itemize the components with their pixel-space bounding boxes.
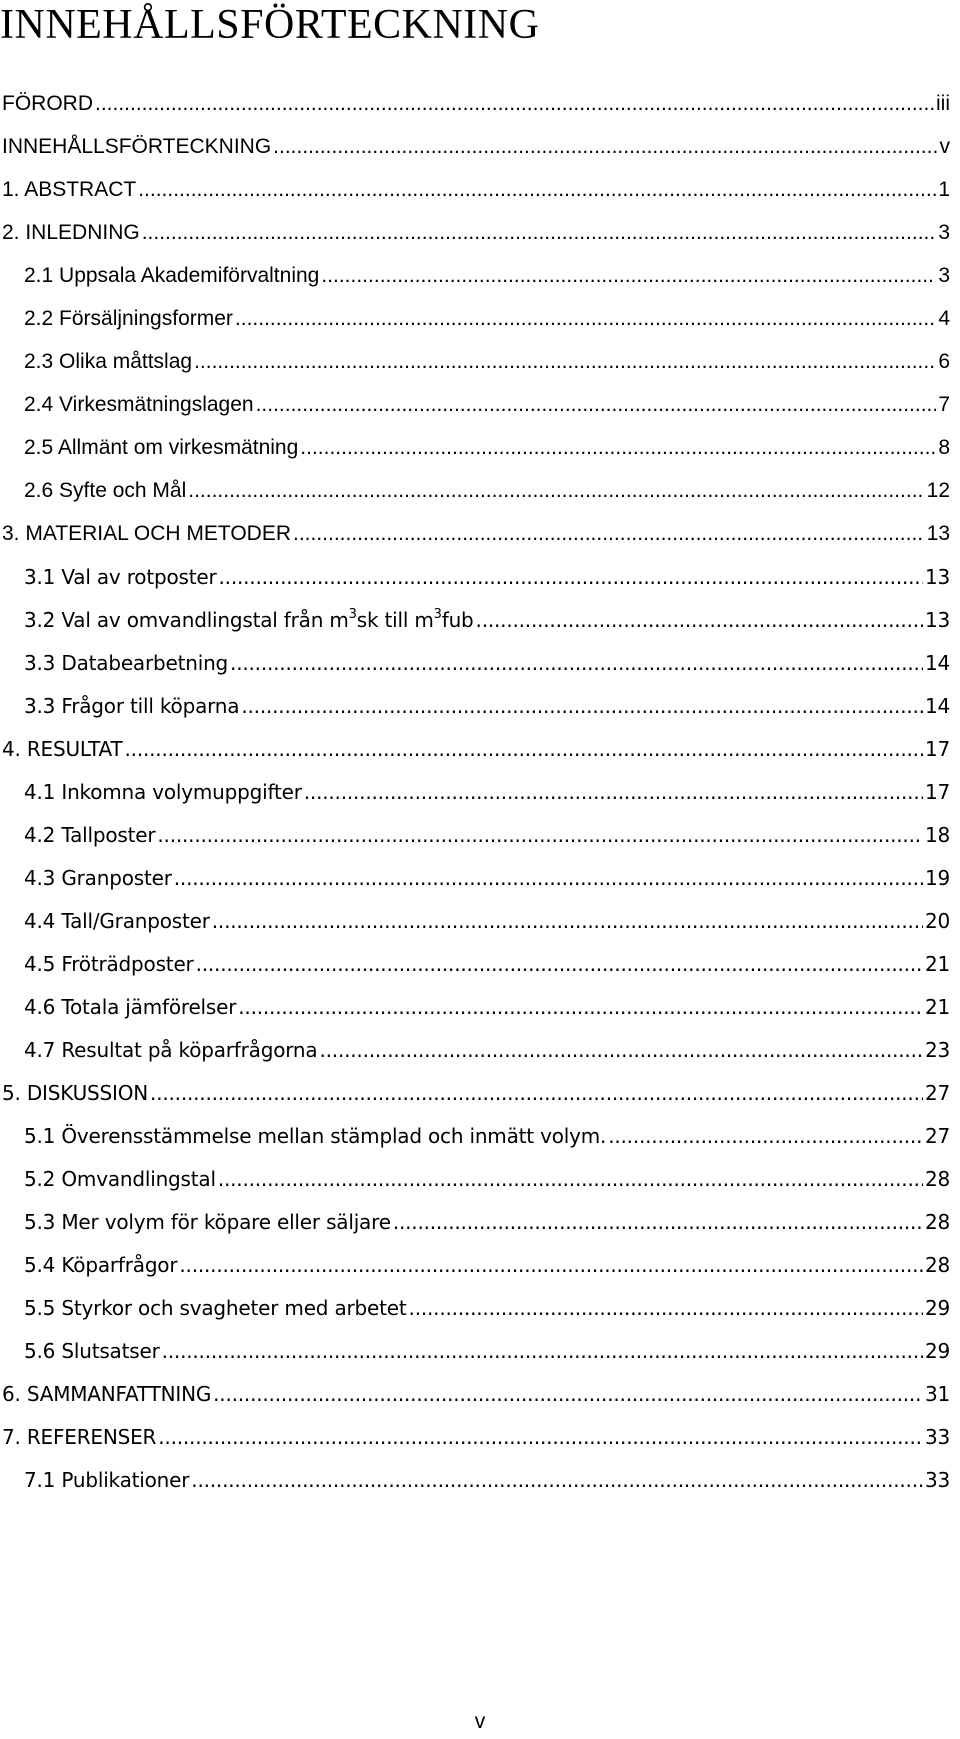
toc-entry-page: 3 [938, 264, 950, 287]
toc-entry[interactable] [24, 646, 950, 680]
toc-entry-label: 3.3 Databearbetning [24, 651, 229, 675]
toc-entry[interactable] [24, 388, 950, 422]
toc-entry-label: 3. MATERIAL OCH METODER [2, 522, 291, 545]
toc-leader [321, 259, 936, 293]
toc-entry[interactable] [24, 1248, 950, 1282]
toc-entry-label: 3.2 Val av omvandlingstal från $m^3sk$ till $m^3fub$ [24, 607, 474, 632]
toc-entry-page: 27 [924, 1081, 950, 1105]
toc-entry-page: 6 [938, 350, 950, 373]
toc-entry-page: 33 [924, 1425, 950, 1449]
toc-entry-page: 29 [924, 1296, 950, 1320]
toc-entry-page: 31 [924, 1382, 950, 1406]
toc-entry[interactable] [2, 1420, 950, 1454]
toc-leader [142, 216, 937, 250]
toc-leader [304, 775, 923, 809]
toc-entry-label: 4.4 Tall/Granposter [24, 909, 210, 933]
toc-leader [125, 732, 923, 766]
toc-entry[interactable] [24, 689, 950, 723]
toc-entry-label: 1. ABSTRACT [2, 178, 137, 201]
toc-entry-page: 21 [924, 952, 950, 976]
toc-entry[interactable] [24, 259, 950, 293]
toc-entry[interactable] [24, 990, 950, 1024]
toc-entry[interactable] [24, 861, 950, 895]
toc-leader [608, 1119, 923, 1153]
toc-entry-label: 5.6 Slutsatser [24, 1339, 160, 1363]
toc-entry-label: 3.1 Val av rotposter [24, 565, 217, 589]
toc-entry-label: 7. REFERENSER [2, 1425, 157, 1449]
toc-leader [179, 1248, 923, 1282]
toc-entry-page: 28 [924, 1253, 950, 1277]
toc-leader [476, 603, 923, 637]
toc-entry-label: 4.7 Resultat på köparfrågorna [24, 1038, 318, 1062]
toc-leader [194, 345, 936, 379]
toc-entry-label: 6. SAMMANFATTNING [2, 1382, 212, 1406]
toc-entry[interactable] [24, 1205, 950, 1239]
toc-entry-label: 4.6 Totala jämförelser [24, 995, 237, 1019]
toc-entry-label: 2.3 Olika måttslag [24, 350, 193, 373]
toc-entry-page: 33 [924, 1468, 950, 1492]
toc-entry-page: 17 [924, 737, 950, 761]
page-title: INNEHÅLLSFÖRTECKNING [0, 2, 540, 48]
toc-entry-label: 5.3 Mer volym för köpare eller säljare [24, 1210, 391, 1234]
toc-entry-page: 14 [924, 694, 950, 718]
toc-entry-label: 4. RESULTAT [2, 737, 123, 761]
toc-entry-page: 28 [924, 1167, 950, 1191]
toc-entry-page: 19 [924, 866, 950, 890]
toc-entry[interactable] [24, 1162, 950, 1196]
page-number-footer: v [474, 1710, 486, 1733]
toc-leader [300, 431, 936, 465]
toc-leader [157, 818, 923, 852]
toc-entry-label: 4.5 Fröträdposter [24, 952, 194, 976]
toc-leader [95, 87, 934, 121]
toc-entry-page: 13 [926, 522, 950, 545]
toc-entry[interactable] [24, 904, 950, 938]
toc-entry-page: 28 [924, 1210, 950, 1234]
toc-entry[interactable] [2, 732, 950, 766]
toc-entry-page: 18 [924, 823, 950, 847]
toc-entry-page: 17 [924, 780, 950, 804]
toc-entry[interactable] [24, 1119, 950, 1153]
toc-entry-page: 12 [926, 479, 950, 502]
toc-entry-label: 4.2 Tallposter [24, 823, 156, 847]
toc-entry[interactable] [2, 1377, 950, 1411]
toc-entry[interactable] [24, 431, 950, 465]
toc-entry[interactable] [2, 216, 950, 250]
toc-entry-label: 4.3 Granposter [24, 866, 172, 890]
toc-entry-label: 2.5 Allmänt om virkesmätning [24, 436, 299, 459]
toc-entry-label: 3.3 Frågor till köparna [24, 694, 240, 718]
toc-leader [256, 388, 937, 422]
toc-entry-label: 2.6 Syfte och Mål [24, 479, 187, 502]
toc-leader [213, 1377, 923, 1411]
toc-entry-label: 2. INLEDNING [2, 221, 140, 244]
toc-entry-label: 7.1 Publikationer [24, 1468, 190, 1492]
toc-entry[interactable] [2, 517, 950, 551]
toc-leader [158, 1420, 923, 1454]
toc-entry[interactable] [24, 818, 950, 852]
toc-leader [238, 990, 923, 1024]
toc-entry[interactable] [24, 560, 950, 594]
toc-entry-page: 7 [938, 393, 950, 416]
toc-entry-label: 2.4 Virkesmätningslagen [24, 393, 254, 416]
toc-leader [174, 861, 923, 895]
toc-entry[interactable] [2, 130, 950, 164]
toc-leader [196, 947, 923, 981]
toc-entry-label: 2.2 Försäljningsformer [24, 307, 233, 330]
toc-entry[interactable] [24, 947, 950, 981]
toc-entry-page: 1 [938, 178, 950, 201]
toc-entry-page: 29 [924, 1339, 950, 1363]
toc-leader [319, 1033, 922, 1067]
toc-entry[interactable] [24, 474, 950, 508]
toc-entry-page: 8 [938, 436, 950, 459]
toc-leader [138, 173, 936, 207]
toc-entry-page: 23 [924, 1038, 950, 1062]
toc-entry-page: 13 [924, 608, 950, 632]
toc-entry-label: INNEHÅLLSFÖRTECKNING [2, 135, 272, 158]
toc-entry-page: 20 [924, 909, 950, 933]
toc-leader [273, 130, 937, 164]
toc-leader [235, 302, 936, 336]
toc-entry-page: iii [936, 92, 950, 115]
toc-leader [212, 904, 923, 938]
toc-leader [150, 1076, 923, 1110]
toc-leader [230, 646, 923, 680]
toc-leader [162, 1334, 923, 1368]
toc-leader [191, 1463, 923, 1497]
toc-entry-label: 4.1 Inkomna volymuppgifter [24, 780, 302, 804]
toc-leader [293, 517, 925, 551]
toc-entry-page: 13 [924, 565, 950, 589]
toc-entry[interactable] [24, 1291, 950, 1325]
toc-entry[interactable] [2, 173, 950, 207]
toc-leader [409, 1291, 923, 1325]
toc-entry-label: 5.4 Köparfrågor [24, 1253, 178, 1277]
toc-entry[interactable] [24, 1334, 950, 1368]
toc-entry-page: 4 [938, 307, 950, 330]
toc-entry-page: 27 [924, 1124, 950, 1148]
toc-entry[interactable] [24, 775, 950, 809]
toc-entry-label: 5.2 Omvandlingstal [24, 1167, 216, 1191]
toc-entry-label: 5.1 Överensstämmelse mellan stämplad och inmätt volym. [24, 1124, 607, 1148]
toc-leader [241, 689, 923, 723]
toc-entry[interactable] [2, 87, 950, 121]
toc-entry[interactable] [2, 1076, 950, 1110]
toc-entry-label: FÖRORD [2, 92, 93, 115]
toc-leader [188, 474, 924, 508]
toc-entry[interactable] [24, 302, 950, 336]
toc-leader [219, 560, 923, 594]
toc-entry[interactable] [24, 345, 950, 379]
toc-entry[interactable] [24, 603, 950, 637]
toc-entry[interactable] [24, 1463, 950, 1497]
toc-leader [218, 1162, 923, 1196]
toc-entry-label: 5.5 Styrkor och svagheter med arbetet [24, 1296, 407, 1320]
toc-leader [393, 1205, 923, 1239]
toc-entry-page: 14 [924, 651, 950, 675]
toc-entry-page: 21 [924, 995, 950, 1019]
toc-entry-page: v [939, 135, 950, 158]
toc-entry-label: 5. DISKUSSION [2, 1081, 149, 1105]
toc-entry-page: 3 [938, 221, 950, 244]
toc-entry-label: 2.1 Uppsala Akademiförvaltning [24, 264, 320, 287]
toc-entry[interactable] [24, 1033, 950, 1067]
